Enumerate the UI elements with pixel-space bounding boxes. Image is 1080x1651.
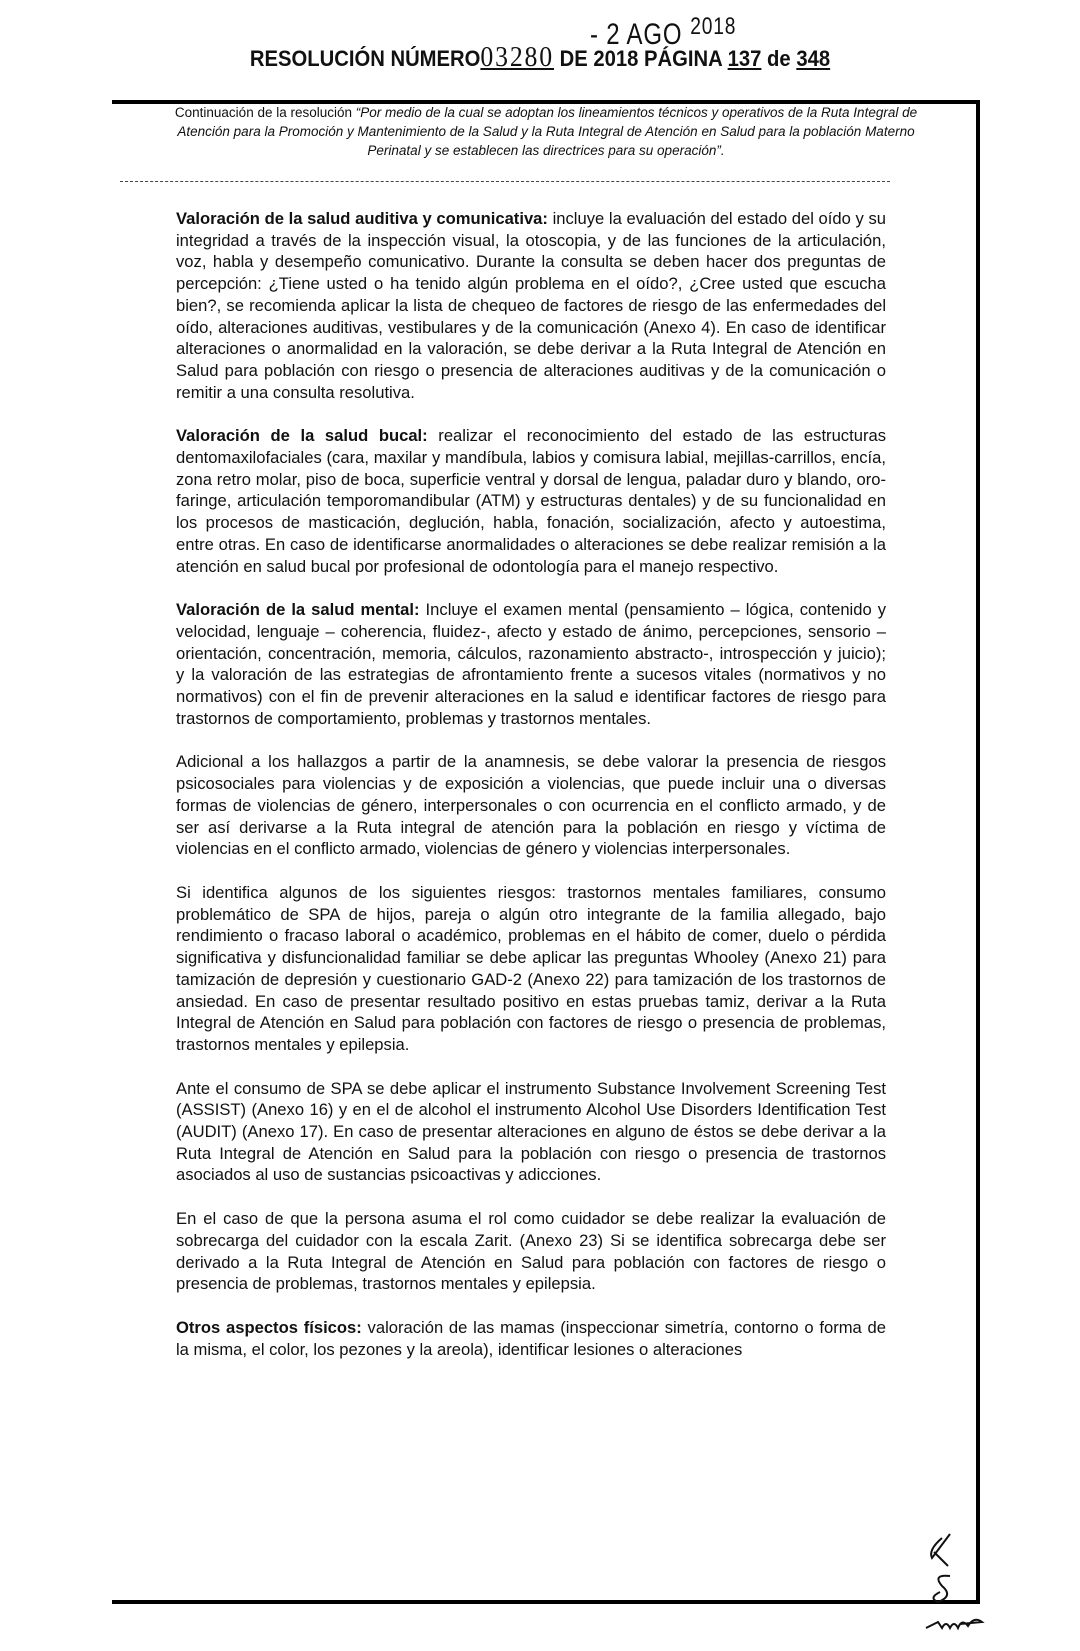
stamp-year: 2018 — [690, 13, 737, 40]
continuation-lead: Continuación de la resolución — [174, 105, 353, 120]
paragraph-text: Ante el consumo de SPA se debe aplicar el instrumento Substance Involvement Screening Test (ASSIST) (Anexo 16) y en el de alcohol el instrumento Alcohol Use Disorders Identification Test (AUDIT) (Anexo 17). En caso de presentar alteraciones en alguno de éstos se debe derivar a la Ruta Integral de Atención en Salud para la población con riesgo o presencia de trastornos asociados al uso de sustancias psicoactivas y adicciones. — [176, 1078, 886, 1185]
paragraph-heading: Otros aspectos físicos: — [176, 1317, 362, 1337]
paragraph-text: Si identifica algunos de los siguientes riesgos: trastornos mentales familiares, consumo problemático de SPA de hijos, pareja o algún otro integrante de la familia allegado, bajo rendimiento o fracaso laboral o académico, problemas en el hábito de comer, duelo o pérdida significativa y disfuncionalidad familiar se debe aplicar las preguntas Whooley (Anexo 21) para tamización de depresión y cuestionario GAD-2 (Anexo 22) para tamización de los trastornos de ansiedad. En caso de presentar resultado positivo en estas pruebas tamiz, derivar a la Ruta Integral de Atención en Salud para población con factores de riesgo o presencia de problemas, trastornos mentales y epilepsia. — [176, 882, 886, 1054]
document-body — [176, 208, 886, 1382]
page-total: 348 — [796, 46, 831, 71]
paragraph-text: En el caso de que la persona asuma el rol como cuidador se debe realizar la evaluación de sobrecarga del cuidador con la escala Zarit. (Anexo 23) Si se identifica sobrecarga debe ser derivado a la Ruta Integral de Atención en Salud para población con factores de riesgo o presencia de problemas, trastornos mentales y epilepsia. — [176, 1209, 886, 1294]
page-number: 137 — [727, 46, 762, 71]
paragraph-mental — [176, 599, 886, 729]
paragraph-text: Adicional a los hallazgos a partir de la anamnesis, se debe valorar la presencia de riesgos psicosociales para violencias y de exposición a violencias, que puede incluir una o diversas formas de violencias de género, interpersonales o con ocurrencia en el conflicto armado, y de ser así derivarse a la Ruta integral de atención para la población en riesgo y víctima de violencias en el conflicto armado, violencias de género y violencias interpersonales. — [176, 752, 886, 859]
paragraph-violence — [176, 751, 886, 860]
paragraph-text: realizar el reconocimiento del estado de las estructuras dentomaxilofaciales (cara, maxilar y mandíbula, labios y comisura labial, mejillas-carrillos, encía, zona retro molar, piso de boca, superficie ventral y dorsal de lengua, paladar duro y blando, oro-faringe, articulación temporomandibular (ATM) y estructuras dentales) y de su funcionalidad en los procesos de masticación, deglución, habla, fonación, socialización, afecto y autoestima, entre otras. En caso de identificarse anormalidades o alteraciones se debe realizar remisión a la atención en salud bucal por profesional de odontología para el manejo respectivo. — [176, 426, 886, 576]
paragraph-caregiver — [176, 1208, 886, 1295]
paragraph-oral — [176, 425, 886, 577]
paragraph-spa — [176, 1078, 886, 1187]
paragraph-heading: Valoración de la salud bucal: — [176, 426, 428, 446]
dashed-divider — [120, 181, 890, 182]
paragraph-text: Incluye el examen mental (pensamiento – lógica, contenido y velocidad, lenguaje – coherencia, fluidez-, afecto y estado de ánimo, percepciones, sensorio – orientación, concentración, memoria, cálculos, razonamiento abstracto-, introspección y juicio); y la valoración de las estrategias de afrontamiento frente a sucesos vitales (normativos y no normativos) con el fin de prevenir alteraciones en la salud e identificar factores de riesgo para trastornos de comportamiento, problemas y trastornos mentales. — [176, 600, 887, 728]
resolution-header — [43, 42, 1037, 74]
header-middle: DE 2018 PÁGINA — [559, 46, 723, 71]
stamp-date: - 2 AGO — [590, 18, 683, 51]
paragraph-heading: Valoración de la salud mental: — [176, 600, 420, 620]
paragraph-physical — [176, 1317, 886, 1360]
paragraph-text: incluye la evaluación del estado del oído y su integridad a través de la inspección visual, la otoscopia, y de las funciones de la articulación, voz, habla y desempeño comunicativo. Durante la consulta se deben hacer dos preguntas de percepción: ¿Tiene usted o ha tenido algún problema en el oído?, ¿Cree usted que escucha bien?, se recomienda aplicar la lista de chequeo de factores de riesgo de las enfermedades del oído, alteraciones auditivas, vestibulares y de la comunicación (Anexo 4). En caso de identificar alteraciones o anormalidad en la valoración, se debe derivar a la Ruta Integral de Atención en Salud para población con riesgo o presencia de alteraciones auditivas y de la comunicación o remitir a una consulta resolutiva. — [176, 209, 886, 402]
header-of: de — [767, 46, 791, 71]
paragraph-risks — [176, 882, 886, 1056]
header-prefix: RESOLUCIÓN NÚMERO — [249, 46, 481, 71]
paragraph-auditory — [176, 208, 886, 403]
paragraph-text: valoración de las mamas (inspeccionar simetría, contorno o forma de la misma, el color, los pezones y la areola), identificar lesiones o alteraciones — [176, 1317, 886, 1359]
handwritten-initials-signature — [920, 1530, 1000, 1640]
continuation-title: “Por medio de la cual se adoptan los lineamientos técnicos y operativos de la Ruta Integral de Atención para la Promoción y Mantenimiento de la Salud y la Ruta Integral de Atención en Salud para la población Materno Perinatal y se establecen las directrices para su operación”. — [177, 105, 918, 158]
resolution-number: 03280 — [480, 42, 555, 73]
paragraph-heading: Valoración de la salud auditiva y comunicativa: — [176, 209, 548, 228]
continuation-note — [170, 103, 922, 160]
